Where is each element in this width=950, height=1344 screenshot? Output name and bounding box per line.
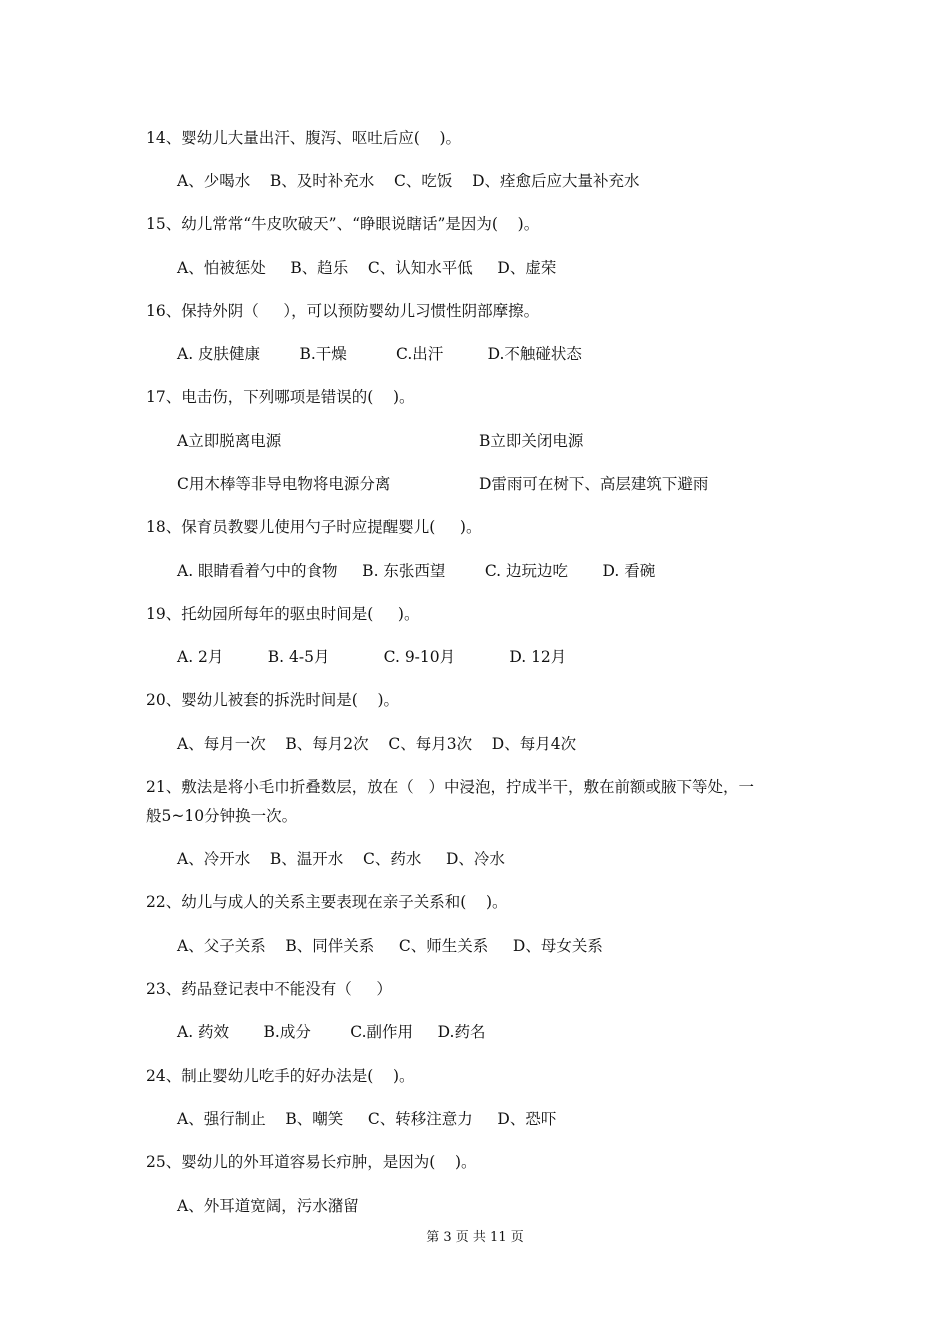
question-19: 19、托幼园所每年的驱虫时间是( )。	[146, 605, 420, 623]
question-24: 24、制止婴幼儿吃手的好办法是( )。	[146, 1067, 415, 1085]
question-22: 22、幼儿与成人的关系主要表现在亲子关系和( )。	[146, 893, 508, 911]
question-22-options: A、父子关系 B、同伴关系 C、师生关系 D、母女关系	[177, 937, 603, 955]
question-15: 15、幼儿常常“牛皮吹破天”、“睁眼说瞎话”是因为( )。	[146, 215, 540, 233]
question-17-option-a: A立即脱离电源	[177, 432, 282, 450]
question-17-option-c: C用木棒等非导电物将电源分离	[177, 475, 391, 493]
question-20: 20、婴幼儿被套的拆洗时间是( )。	[146, 691, 400, 709]
question-16: 16、保持外阴（ ），可以预防婴幼儿习惯性阴部摩擦。	[146, 302, 540, 320]
question-14: 14、婴幼儿大量出汗、腹泻、呕吐后应( )。	[146, 129, 462, 147]
question-18-options: A. 眼睛看着勺中的食物 B. 东张西望 C. 边玩边吃 D. 看碗	[177, 562, 656, 580]
question-19-options: A. 2月 B. 4-5月 C. 9-10月 D. 12月	[177, 648, 567, 666]
question-18: 18、保育员教婴儿使用勺子时应提醒婴儿( )。	[146, 518, 482, 536]
question-17: 17、电击伤，下列哪项是错误的( )。	[146, 388, 415, 406]
question-25-options: A、外耳道宽阔，污水潴留	[177, 1197, 359, 1215]
question-21-options: A、冷开水 B、温开水 C、药水 D、冷水	[177, 850, 505, 868]
question-14-options: A、少喝水 B、及时补充水 C、吃饭 D、痊愈后应大量补充水	[177, 172, 640, 190]
question-25: 25、婴幼儿的外耳道容易长疖肿，是因为( )。	[146, 1153, 477, 1171]
question-23-options: A. 药效 B.成分 C.副作用 D.药名	[177, 1023, 486, 1041]
question-21-continued: 般5~10分钟换一次。	[146, 807, 298, 825]
question-24-options: A、强行制止 B、嘲笑 C、转移注意力 D、恐吓	[177, 1110, 557, 1128]
question-17-option-d: D雷雨可在树下、高层建筑下避雨	[479, 475, 709, 493]
question-17-option-b: B立即关闭电源	[479, 432, 584, 450]
page-footer: 第 3 页 共 11 页	[426, 1230, 524, 1245]
question-23: 23、药品登记表中不能没有（ ）	[146, 980, 392, 998]
question-20-options: A、每月一次 B、每月2次 C、每月3次 D、每月4次	[177, 735, 577, 753]
question-15-options: A、怕被惩处 B、趋乐 C、认知水平低 D、虚荣	[177, 259, 557, 277]
question-16-options: A. 皮肤健康 B.干燥 C.出汗 D.不触碰状态	[177, 345, 582, 363]
question-21: 21、敷法是将小毛巾折叠数层，放在（ ）中浸泡，拧成半干，敷在前额或腋下等处，一	[146, 778, 755, 796]
